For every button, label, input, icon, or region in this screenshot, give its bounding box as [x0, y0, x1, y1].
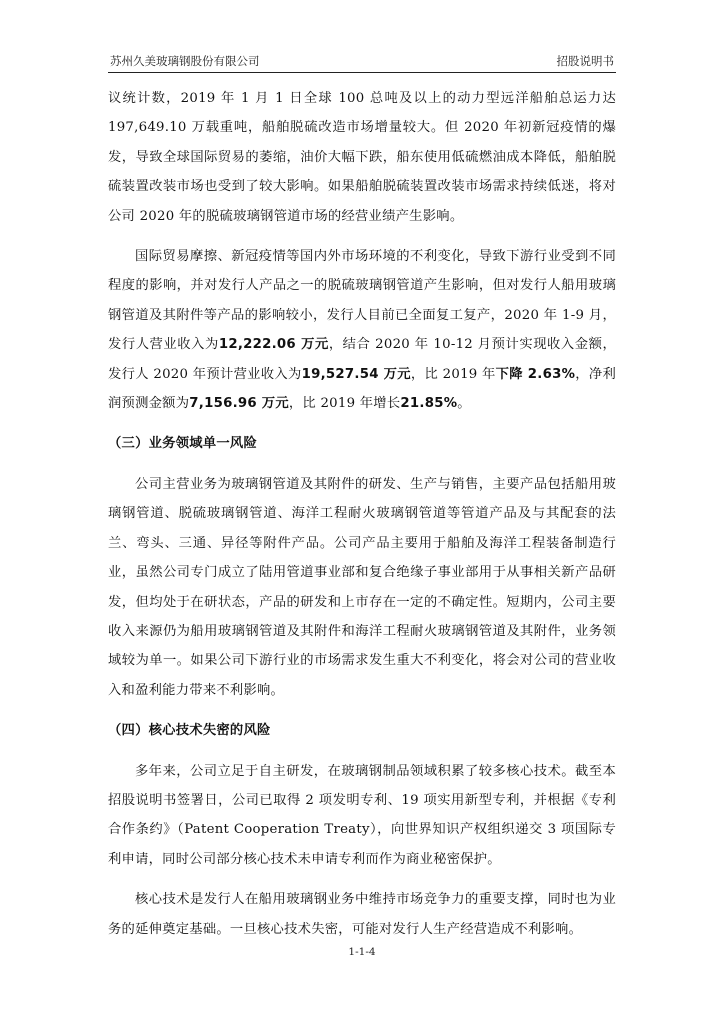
revenue-jan-sep-2020: 12,222.06 万元 — [218, 337, 329, 353]
section-heading-single-business-risk: （三）业务领域单一风险 — [108, 436, 258, 452]
revenue-decline-rate: 下降 2.63% — [495, 366, 576, 382]
page-number: 1-1-4 — [348, 946, 376, 958]
projected-net-profit: 7,156.96 万元 — [189, 396, 289, 412]
paragraph-core-tech-patents: 多年来，公司立足于自主研发，在玻璃钢制品领域积累了较多核心技术。截至本招股说明书签署日，公司已取得 2 项发明专利、19 项实用新型专利，并根据《专利合作条约》（Patent Cooperation Treaty），向世界知识产权组织递交 3 项国际专利申请，同时公司部分核心技术未申请专利而作为商业秘密保护。 — [108, 763, 616, 867]
section-heading-core-tech-leak-risk: （四）核心技术失密的风险 — [108, 723, 271, 739]
header-company-name: 苏州久美玻璃钢股份有限公司 — [110, 54, 260, 68]
text-run: 。 — [457, 396, 471, 412]
text-run: ，净利润预测金额为 — [108, 366, 617, 412]
paragraph-single-business-risk: 公司主营业务为玻璃钢管道及其附件的研发、生产与销售，主要产品包括船用玻璃钢管道、脱硫玻璃钢管道、海洋工程耐火玻璃钢管道等管道产品及与其配套的法兰、弯头、三通、异径等附件产品。公司产品主要用于船舶及海洋工程装备制造行业，虽然公司专门成立了陆用管道事业部和复合绝缘子事业部用于从事相关新产品研发，但均处于在研状态，产品的研发和上市存在一定的不确定性。短期内，公司主要收入来源仍为船用玻璃钢管道及其附件和海洋工程耐火玻璃钢管道及其附件，业务领域较为单一。如果公司下游行业的市场需求发生重大不利变化，将会对公司的营业收入和盈利能力带来不利影响。 — [108, 476, 616, 698]
paragraph-ship-desulfurization-market: 议统计数，2019 年 1 月 1 日全球 100 总吨及以上的动力型远洋船舶总运力达197,649.10 万载重吨，船舶脱硫改造市场增量较大。但 2020 年初新冠疫情的爆发，导致全球国际贸易的萎缩，油价大幅下跌，船东使用低硫燃油成本降低，船舶脱硫装置改装市场也受到了较大影响。如果船舶脱硫装置改装市场需求持续低迷，将对公司 2020 年的脱硫玻璃钢管道市场的经营业绩产生影响。 — [108, 91, 616, 224]
text-run: ，结合 2020 年 10-12 月预计实现收入金额，发行人 2020 年预计营业收入为 — [108, 337, 616, 382]
paragraph-core-tech-importance: 核心技术是发行人在船用玻璃钢业务中维持市场竞争力的重要支撑，同时也为业务的延伸奠定基础。一旦核心技术失密，可能对发行人生产经营造成不利影响。 — [108, 892, 616, 937]
body-content — [108, 84, 616, 944]
paragraph-trade-and-covid-impact — [108, 242, 616, 418]
net-profit-growth-rate: 21.85% — [400, 396, 458, 412]
text-run: 国际贸易摩擦、新冠疫情等国内外市场环境的不利变化，导致下游行业受到不同程度的影响，并对发行人产品之一的脱硫玻璃钢管道产生影响，但对发行人船用玻璃钢管道及其附件等产品的影响较小，发行人目前已全面复工复产，2020 年 1-9 月，发行人营业收入为 — [108, 249, 616, 353]
header-document-type: 招股说明书 — [556, 54, 614, 68]
text-run: ，比 2019 年 — [410, 366, 496, 382]
page-header — [108, 50, 616, 73]
text-run: ，比 2019 年增长 — [288, 396, 401, 412]
projected-revenue-2020: 19,527.54 万元 — [301, 366, 411, 382]
